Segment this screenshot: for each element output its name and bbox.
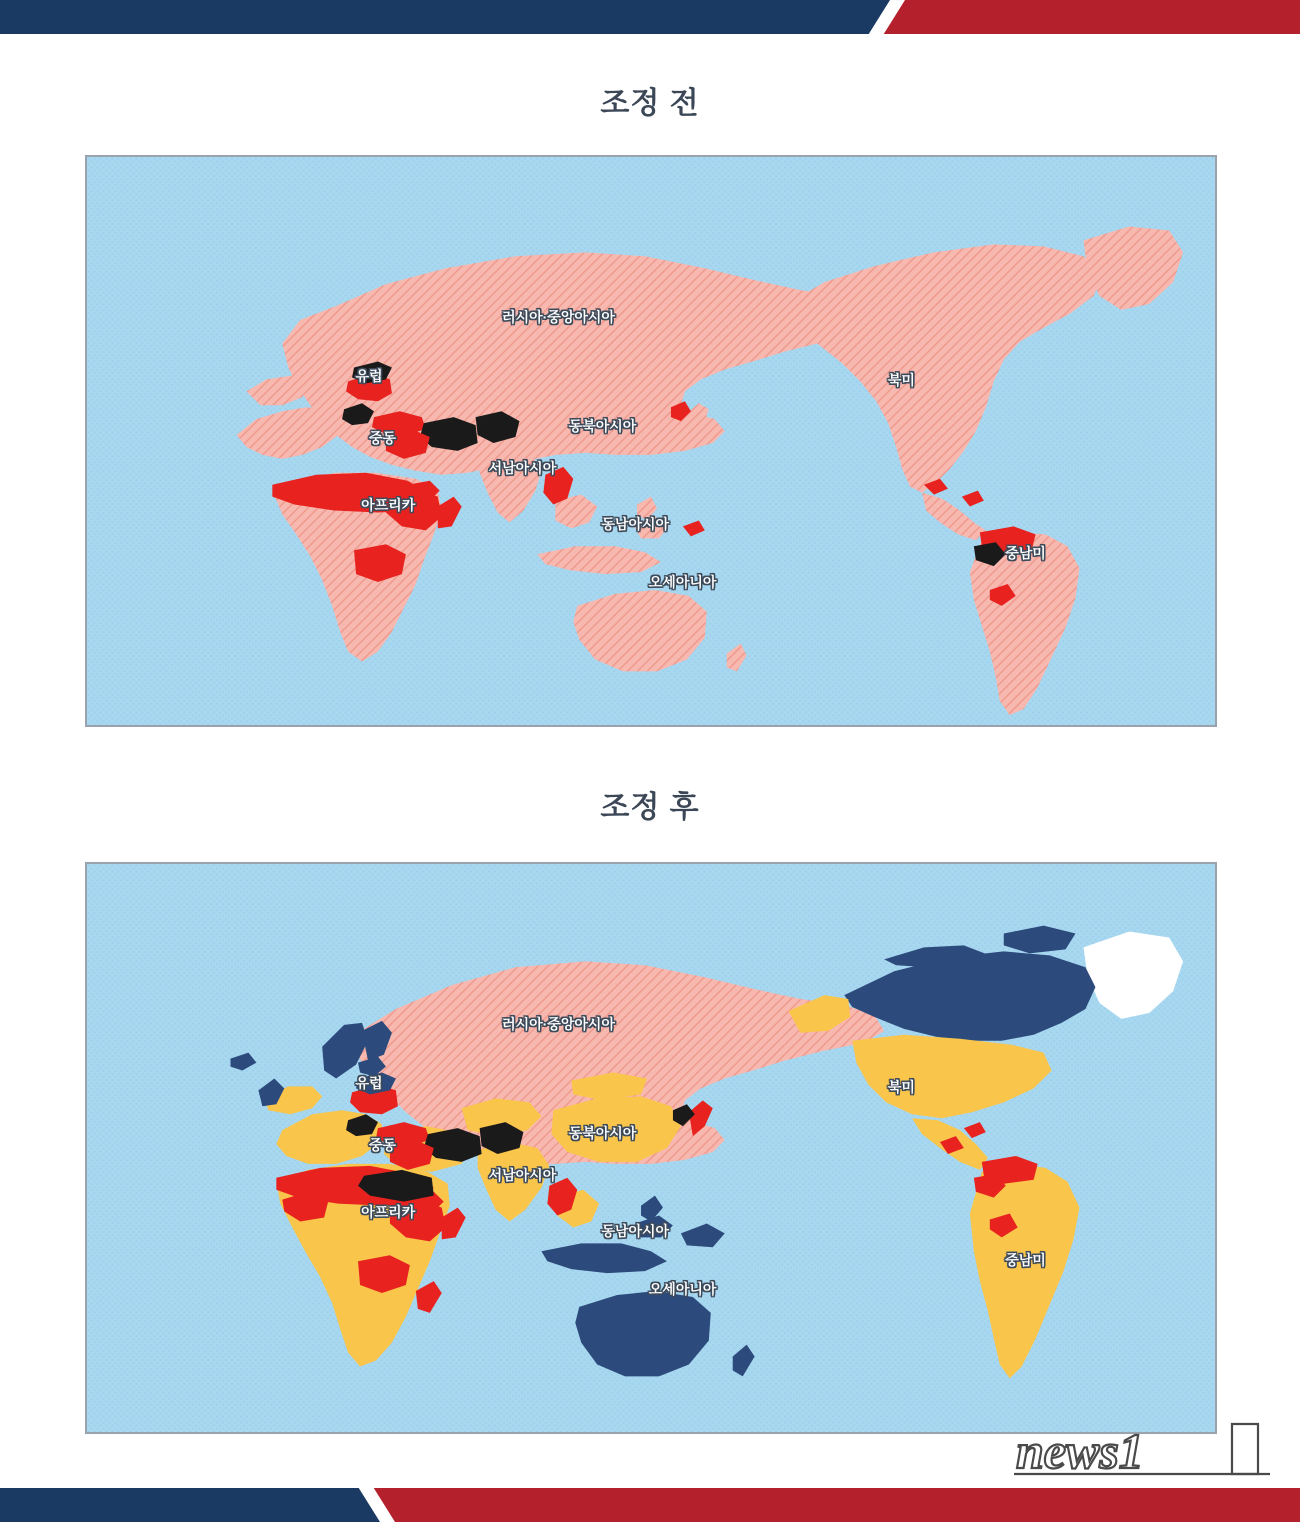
region-label: 유럽 [355, 368, 383, 385]
region-label: 동남아시아 [601, 1223, 670, 1240]
news1-logo [1008, 1416, 1276, 1484]
ribbon-navy-shape [0, 0, 890, 34]
bottom-ribbon-decoration [0, 1488, 1300, 1522]
region-label: 동남아시아 [601, 516, 670, 533]
region-label: 중남미 [1005, 1252, 1046, 1269]
region-label: 서남아시아 [488, 459, 557, 476]
ribbon-red-shape [374, 1488, 1300, 1522]
world-map-before [85, 155, 1217, 727]
world-map-before-svg [87, 157, 1215, 725]
region-label: 오세아니아 [648, 1280, 717, 1297]
section-title-before: 조정 전 [600, 87, 700, 120]
region-label: 러시아·중앙아시아 [502, 309, 615, 326]
region-label: 러시아·중앙아시아 [502, 1016, 615, 1033]
region-label: 아프리카 [361, 497, 416, 514]
section-title-after: 조정 후 [600, 791, 700, 824]
top-ribbon-decoration [0, 0, 1300, 34]
region-label: 동북아시아 [568, 1124, 637, 1141]
region-label: 북미 [887, 1079, 915, 1096]
region-label: 오세아니아 [648, 573, 717, 590]
region-label: 아프리카 [361, 1204, 416, 1221]
ribbon-navy-shape [0, 1488, 380, 1522]
region-label: 서남아시아 [488, 1166, 557, 1183]
news1-logo-text: news1 [1016, 1423, 1144, 1479]
region-label: 중동 [369, 430, 397, 447]
ribbon-red-shape [884, 0, 1300, 34]
world-map-after [85, 862, 1217, 1434]
region-label: 중남미 [1005, 545, 1046, 562]
region-label: 유럽 [355, 1075, 383, 1092]
region-label: 동북아시아 [568, 417, 637, 434]
region-label: 중동 [369, 1137, 397, 1154]
region-label: 북미 [887, 372, 915, 389]
world-map-after-svg [87, 864, 1215, 1432]
